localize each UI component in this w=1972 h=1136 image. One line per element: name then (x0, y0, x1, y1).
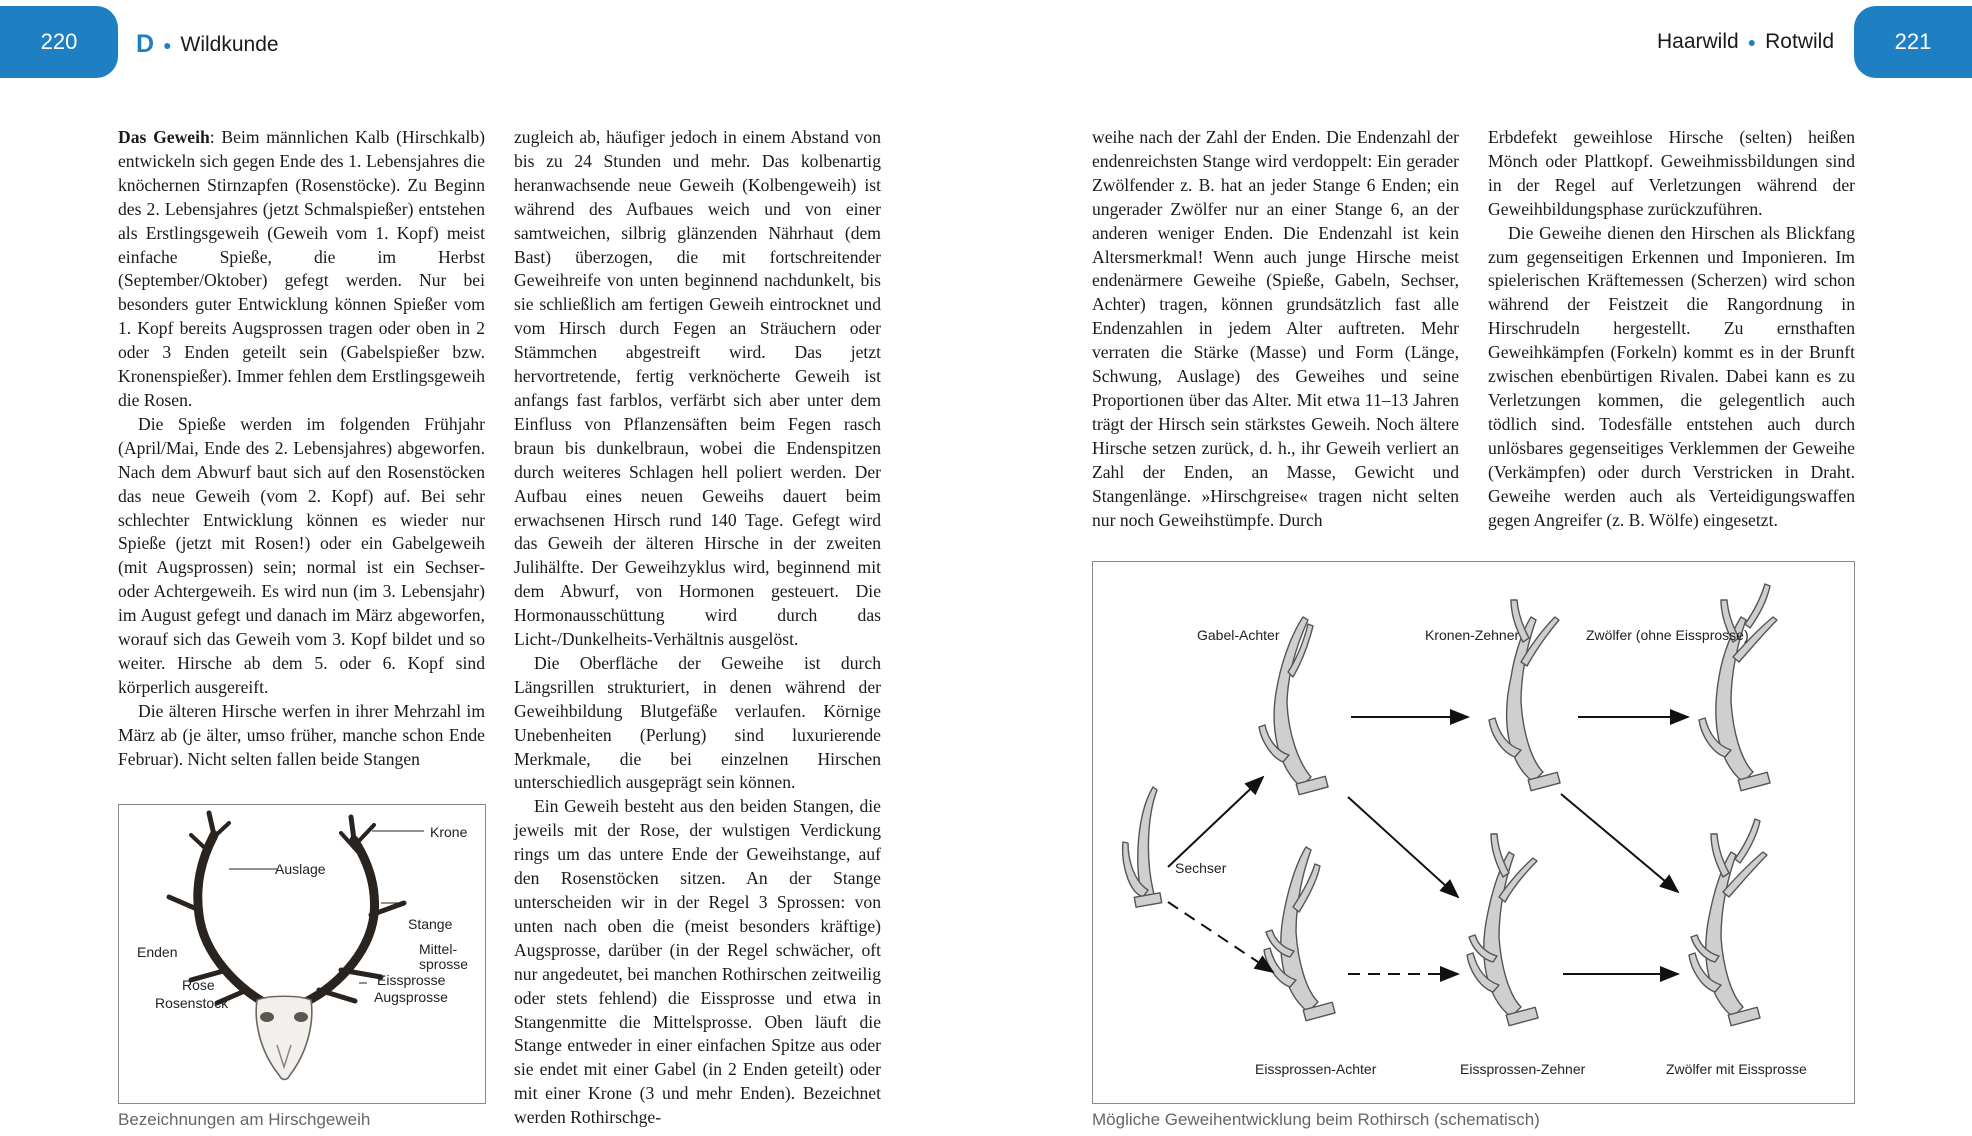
label-rosenstock: Rosenstock (155, 995, 229, 1011)
left-page-number (0, 6, 118, 78)
paragraph: Ein Geweih besteht aus den beiden Stangen, die jeweils mit der Rose, der wulstigen Verdickung rings um das untere Ende der Geweihstange, auf den Rosenstöcken sitzen. An der Stange unterscheiden wir in der Regel 3 Sprossen: von unten nach oben die (meist besonders kräftige) Augsprosse, darüber (in der Regel schwächer, oft nur angedeutet, bei manchen Rothirschen zeitweilig oder stets fehlend) die Eissprosse und etwa in Stangenmitte die Mittelsprosse. Oben läuft die Stange entweder in einer einfachen Spitze aus oder sie endet mit einer Gabel (in 2 Enden geteilt) oder mit einer Krone (3 und mehr Enden). Bezeichnet werden Rothirschge- (514, 796, 881, 1128)
label-krone: Krone (430, 824, 468, 840)
right-running-header (1657, 30, 1834, 54)
label-zwoelfer-mit-eissprosse: Zwölfer mit Eissprosse (1666, 1061, 1807, 1077)
label-eissprossen-achter: Eissprossen-Achter (1255, 1061, 1377, 1077)
paragraph: Die Spieße werden im folgenden Frühjahr (April/Mai, Ende des 2. Lebensjahres) abgeworfen. Nach dem Abwurf baut sich auf den Rosenstöcken das neue Geweih (vom 2. Kopf) auf. Bei sehr schlechter Entwicklung können es wieder nur Spieße (jetzt mit Rosen!) oder ein Gabelgeweih (mit Augsprossen) sein; normal ist ein Sechser- oder Achtergeweih. Es wird nun (im 3. Lebensjahr) im August gefegt und danach im März abgeworfen, worauf sich das Geweih vom 3. Kopf bildet und so weiter. Hirsche ab dem 5. oder 6. Kopf sind körperlich ausgereift. (118, 413, 485, 697)
left-running-header (136, 30, 279, 59)
text-column-3 (1092, 126, 1459, 532)
paragraph: weihe nach der Zahl der Enden. Die Endenzahl der endenreichsten Stange wird verdoppelt: Ein gerader Zwölfender z. B. hat an jeder Stange 6 Enden; ein ungerader Zwölfer nur an einer Stange 6, an der anderen weniger Enden. Die Endenzahl ist kein Altersmerkmal! Wenn auch junge Hirsche meist endenärmere Geweihe (Spieße, Gabeln, Sechser, Achter) tragen, können grundsätzlich fast alle Endenzahlen in jedem Alter auftreten. Mehr verraten die Stärke (Masse) und Form (Länge, Schwung, Auslage) des Geweihes und seine Proportionen über das Alter. Mit etwa 11–13 Jahren trägt der Hirsch sein stärkstes Geweih. Noch ältere Hirsche setzen zurück, d. h., ihr Geweih verliert an Zahl der Enden, an Masse, Gewicht und Stangenlänge. »Hirschgreise« tragen nicht selten nur noch Geweihstümpfe. Durch (1092, 127, 1459, 530)
label-kronen-zehner: Kronen-Zehner (1425, 627, 1520, 643)
left-section-title: Wildkunde (180, 32, 279, 56)
figure2-caption: Mögliche Geweihentwicklung beim Rothirsch (schematisch) (1092, 1110, 1540, 1129)
paragraph: Die Geweihe dienen den Hirschen als Blickfang zum gegenseitigen Erkennen und Imponieren. Im spielerischen Kräftemessen (Scherzen) wird schon während der Feistzeit die Rangordnung in Hirschrudeln hergestellt. Zu ernsthaften Geweihkämpfen (Forkeln) kommt es in der Brunft zwischen ebenbürtigen Rivalen. Dabei kann es zu Verletzungen kommen, die gelegentlich auch tödlich sind. Todesfälle entstehen auch durch unlösbares gegenseitiges Verklemmen der Geweihe (Verkämpfen) oder durch Verstricken in Draht. Geweihe werden auch als Verteidigungswaffen gegen Angreifer (z. B. Wölfe) eingesetzt. (1488, 222, 1855, 530)
label-mittelsprosse: Mittel- sprosse (419, 941, 469, 972)
antler-development-figure (1092, 561, 1855, 1104)
right-section-title-1: Haarwild (1656, 30, 1739, 53)
lead-term: Das Geweih (118, 127, 210, 147)
paragraph: zugleich ab, häufiger jedoch in einem Abstand von bis zu 24 Stunden und mehr. Das kolbenartig heranwachsende neue Geweih (Kolbengeweih) ist während des Aufbaues weich und von einer samtweichen, silbrig glänzenden Nährhaut (dem Bast) überzogen, die mit fortschreitender Geweihreife von unten beginnend nachdunkelt, bis sie schließlich am fertigen Geweih eintrocknet und vom Hirsch durch Fegen an Sträuchern oder Stämmchen abgestreift wird. Das jetzt hervortretende, fertig verknöcherte Geweih ist anfangs fast farblos, verfärbt sich aber unter dem Einfluss von Pflanzensäften beim Fegen rasch braun bis dunkelbraun, wobei die Endenspitzen durch weiteres Schlagen hell poliert werden. Der Aufbau eines neuen Geweihs dauert beim erwachsenen Hirsch rund 140 Tage. Gefegt wird das Geweih der älteren Hirsche in der zweiten Julihälfte. Der Geweihzyklus wird, beginnend mit dem Abwurf, von Hormonen gesteuert. Die Hormonausschüttung wird durch das Licht-/Dunkelheits-Verhältnis ausgelöst. (514, 127, 881, 650)
paragraph (118, 126, 485, 413)
right-page-number (1854, 6, 1972, 78)
bullet-dot-icon: ● (1747, 34, 1757, 50)
right-section-title-2: Rotwild (1765, 30, 1834, 53)
label-stange: Stange (408, 916, 453, 932)
label-sechser: Sechser (1175, 860, 1227, 876)
label-enden: Enden (137, 944, 178, 960)
paragraph: Die Oberfläche der Geweihe ist durch Längsrillen strukturiert, in denen während der Geweihbildung Blutgefäße verlaufen. Körnige Unebenheiten (Perlung) sind luxurierende Merkmale, die bei einzelnen Hirschen unterschiedlich ausgeprägt sein können. (514, 652, 881, 793)
text-column-4 (1488, 126, 1855, 532)
left-page-number-text: 220 (40, 29, 78, 54)
right-page-number-text: 221 (1894, 29, 1932, 54)
paragraph-text: : Beim männlichen Kalb (Hirschkalb) entwickeln sich gegen Ende des 1. Lebensjahres die knöchernen Stirnzapfen (Rosenstöcke). Zu Beginn des 2. Lebensjahres (jetzt Schmalspießer) entstehen als Erstlingsgeweih (Geweih vom 1. Kopf) meist einfache Spieße, die im Herbst (September/Oktober) gefegt werden. Nur bei besonders guter Entwicklung können Spießer vom 1. Kopf bereits Augsprossen tragen oder oben in 2 oder 3 Enden geteilt sein (Gabelspießer bzw. Kronenspießer). Immer fehlen dem Erstlingsgeweih die Rosen. (118, 127, 485, 410)
label-zwoelfer-ohne-eissprosse: Zwölfer (ohne Eissprosse) (1586, 627, 1749, 643)
bullet-dot-icon: ● (163, 36, 172, 53)
text-column-1 (118, 126, 485, 771)
antler-development-diagram (1093, 562, 1854, 1103)
figure1-caption: Bezeichnungen am Hirschgeweih (118, 1110, 371, 1129)
label-rose: Rose (182, 977, 215, 993)
text-column-2 (514, 126, 881, 1130)
label-gabel-achter: Gabel-Achter (1197, 627, 1280, 643)
paragraph: Erbdefekt geweihlose Hirsche (selten) heißen Mönch oder Plattkopf. Geweihmissbildungen sind in der Regel auf Verletzungen während der Geweihbildungsphase zurückzuführen. (1488, 127, 1855, 219)
label-auslage: Auslage (275, 861, 326, 877)
paragraph: Die älteren Hirsche werfen in ihrer Mehrzahl im März ab (je älter, umso früher, manche schon Ende Februar). Nicht selten fallen beide Stangen (118, 700, 485, 769)
antler-terms-figure (118, 804, 486, 1104)
label-eissprosse: Eissprosse (377, 972, 446, 988)
chapter-letter: D (136, 30, 155, 58)
label-eissprossen-zehner: Eissprossen-Zehner (1460, 1061, 1586, 1077)
label-augsprosse: Augsprosse (374, 989, 448, 1005)
